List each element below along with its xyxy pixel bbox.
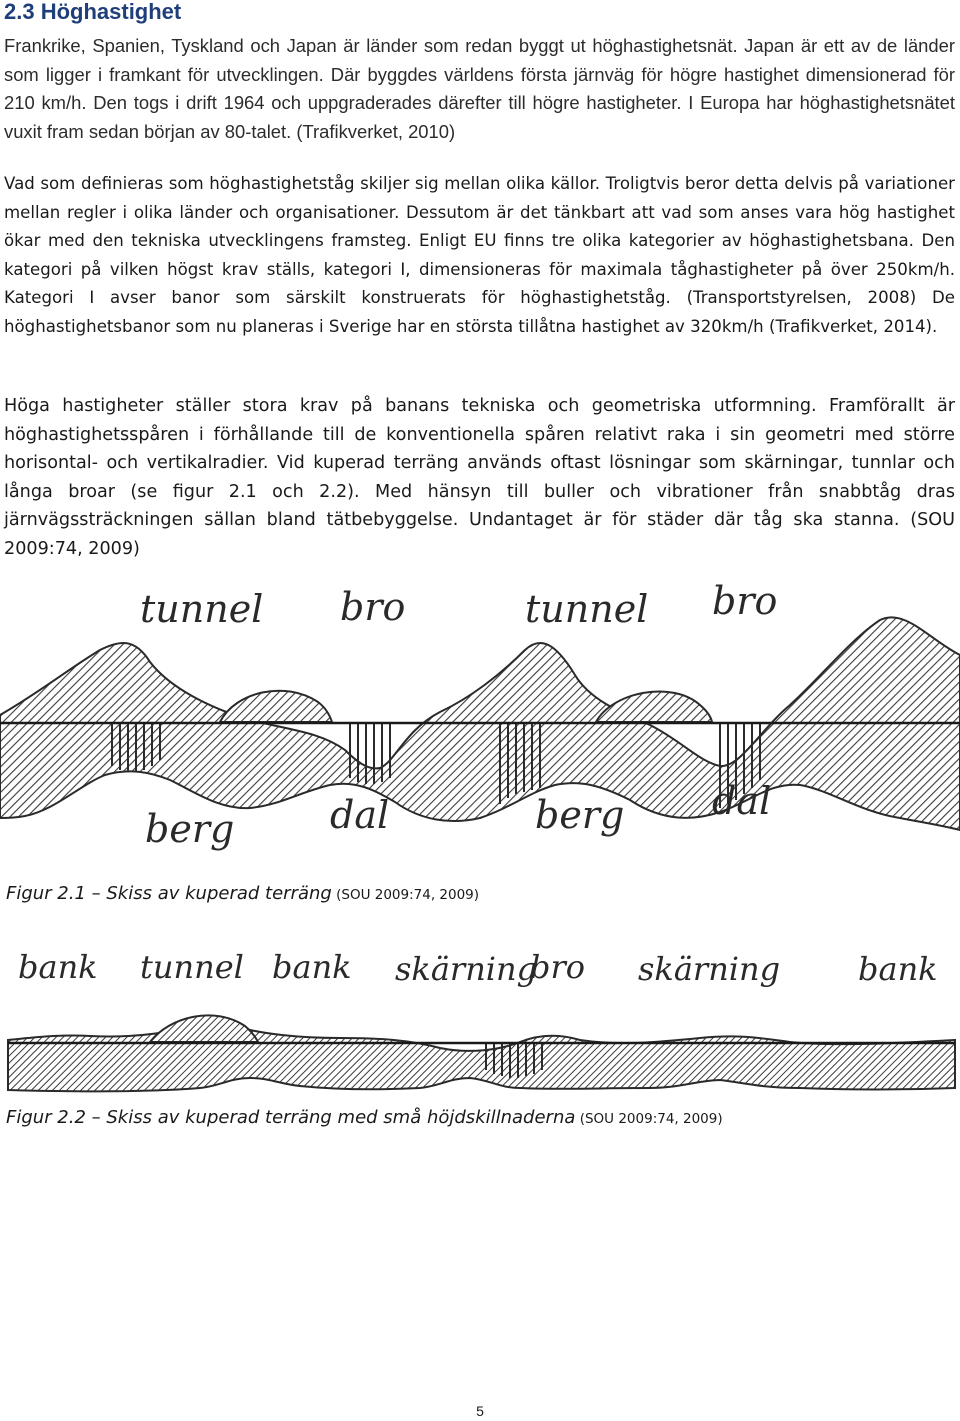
- figure-caption-2-1: [6, 882, 479, 907]
- caption-source: (SOU 2009:74, 2009): [575, 1111, 723, 1127]
- bridge-supports-1: [112, 724, 160, 772]
- label-tunnel-2: tunnel: [525, 587, 649, 631]
- caption-source: (SOU 2009:74, 2009): [331, 887, 480, 903]
- tunnel-mound: [150, 1015, 258, 1042]
- label-bank-3: bank: [858, 950, 938, 988]
- label-bro-2: bro: [712, 580, 778, 623]
- tunnel-mound-1: [220, 691, 332, 722]
- figure-hilly-terrain-sketch: [0, 580, 960, 865]
- label-skarning-1: skärning: [395, 950, 538, 988]
- label-tunnel: tunnel: [140, 948, 244, 986]
- label-berg-2: berg: [535, 793, 625, 837]
- page-number: 5: [476, 1403, 484, 1419]
- label-berg-1: berg: [145, 807, 235, 851]
- paragraph-definition: Vad som definieras som höghastighetståg skiljer sig mellan olika källor. Troligtvis beror detta delvis på variationer mellan regler i olika länder och organisationer. Dessutom är det tänkbart att vad som anses vara hög hastighet ökar med den tekniska utvecklingens framsteg. Enligt EU finns tre olika kategorier av höghastighetsbana. Den kategori på vilken högst krav ställs, kategori I, dimensioneras för maximala tåghastigheter på över 250km/h. Kategori I avser banor som särskilt konstruerats för höghastighetståg. (Transportstyrelsen, 2008) De höghastighetsbanor som nu planeras i Sverige har en största tillåtna hastighet av 320km/h (Trafikverket, 2014).: [4, 174, 955, 336]
- paragraph-geometry: Höga hastigheter ställer stora krav på banans tekniska och geometriska utformning. Framförallt är höghastighetsspåren i förhållande till de konventionella spåren relativt raka i sin geometri med större horisontal- och vertikalradier. Vid kuperad terräng används oftast lösningar som skärningar, tunnlar och långa broar (se figur 2.1 och 2.2). Med hänsyn till buller och vibrationer från snabbtåg dras järnvägssträckningen sällan bland tätbebyggelse. Undantaget är för städer där tåg ska stanna. (SOU 2009:74, 2009): [4, 396, 955, 559]
- figure-caption-2-2: [6, 1106, 723, 1131]
- paragraph-intro: Frankrike, Spanien, Tyskland och Japan är länder som redan byggt ut höghastighetsnät. Japan är ett av de länder som ligger i framkant för utvecklingen. Där byggdes världens första järnväg för högre hastighet dimensionerad för 210 km/h. Den togs i drift 1964 och uppgraderades därefter till högre hastigheter. I Europa har höghastighetsnätet vuxit fram sedan början av 80-talet. (Trafikverket, 2010): [4, 35, 955, 142]
- label-bank-2: bank: [272, 948, 352, 986]
- figure-low-relief-terrain-sketch: [0, 930, 960, 1105]
- caption-label: Figur 2.1: [6, 883, 86, 904]
- label-dal-1: dal: [330, 793, 390, 837]
- terrain-ground: [8, 1022, 955, 1092]
- label-bank-1: bank: [18, 948, 98, 986]
- tunnel-mound-2: [596, 691, 712, 722]
- label-bro-1: bro: [340, 585, 406, 629]
- caption-label: Figur 2.2: [6, 1107, 86, 1128]
- label-dal-2: dal: [712, 779, 772, 823]
- label-skarning-2: skärning: [638, 950, 781, 988]
- caption-title: – Skiss av kuperad terräng med små höjdskillnaderna: [85, 1107, 576, 1128]
- label-bro: bro: [530, 948, 586, 986]
- section-heading: 2.3 Höghastighet: [4, 0, 182, 24]
- caption-title: – Skiss av kuperad terräng: [85, 883, 332, 904]
- label-tunnel-1: tunnel: [140, 587, 264, 631]
